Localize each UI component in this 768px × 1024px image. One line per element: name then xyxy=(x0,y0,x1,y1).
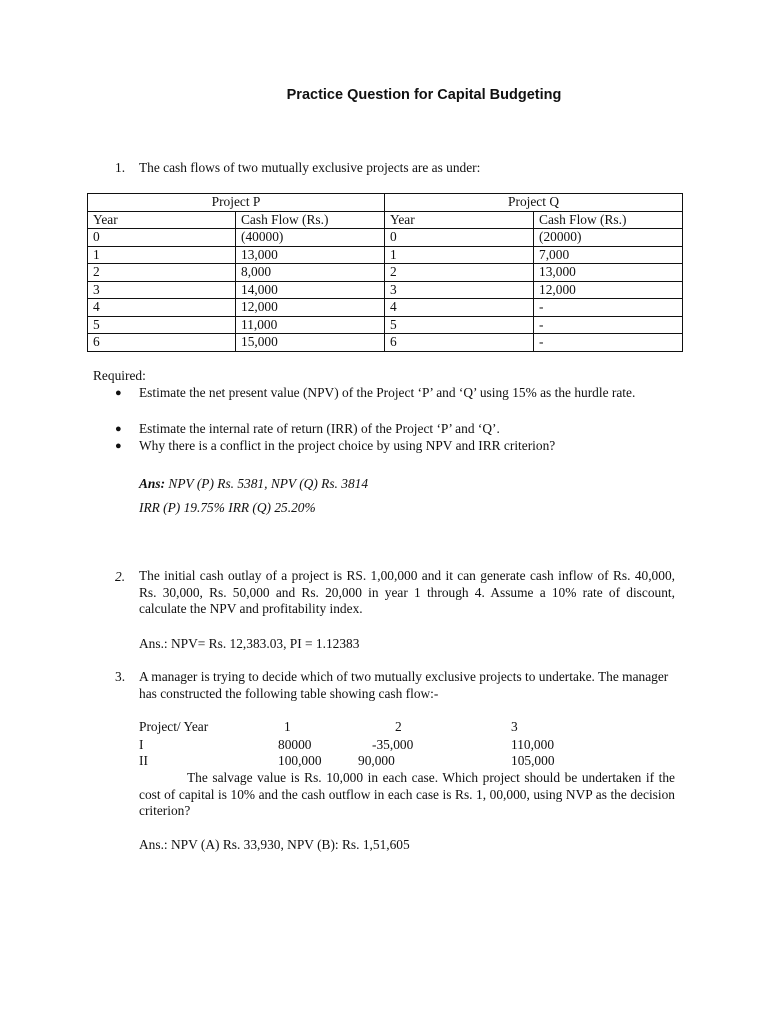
bullet-icon: ● xyxy=(115,440,122,452)
cash-flow-table xyxy=(87,193,683,352)
table-row xyxy=(88,246,683,264)
table-cell: 13,000 xyxy=(236,246,385,264)
question-1-answer-line-1 xyxy=(139,476,368,492)
table-row xyxy=(88,334,683,352)
question-2-number: 2. xyxy=(115,569,126,584)
bullet-item-irr: Estimate the internal rate of return (IRR) of the Project ‘P’ and ‘Q’. xyxy=(139,421,500,436)
question-1-number: 1. xyxy=(115,160,126,175)
bullet-item-npv: Estimate the net present value (NPV) of the Project ‘P’ and ‘Q’ using 15% as the hurdle rate. xyxy=(139,385,636,400)
table-cell: 15,000 xyxy=(236,334,385,352)
table-cell: 105,000 xyxy=(511,753,555,768)
table-cell: 13,000 xyxy=(534,264,683,282)
col-year-p: Year xyxy=(88,211,236,229)
table-cell: I xyxy=(139,737,144,752)
table-row xyxy=(88,229,683,247)
table-cell: 6 xyxy=(385,334,534,352)
table-cell: 110,000 xyxy=(511,737,555,752)
table-cell: - xyxy=(534,299,683,317)
question-3-number: 3. xyxy=(115,669,126,684)
answer-label: Ans: xyxy=(139,476,166,491)
table-cell: 1 xyxy=(385,246,534,264)
question-3-answer: Ans.: NPV (A) Rs. 33,930, NPV (B): Rs. 1,51,605 xyxy=(139,837,410,852)
table-cell: 2 xyxy=(385,264,534,282)
table-cell: 11,000 xyxy=(236,316,385,334)
table-row xyxy=(88,264,683,282)
page-title: Practice Question for Capital Budgeting xyxy=(286,87,562,103)
table-cell: (20000) xyxy=(534,229,683,247)
bullet-item-conflict: Why there is a conflict in the project choice by using NPV and IRR criterion? xyxy=(139,438,556,453)
col-cashflow-p: Cash Flow (Rs.) xyxy=(236,211,385,229)
bullet-icon: ● xyxy=(115,387,122,399)
table-cell: 12,000 xyxy=(236,299,385,317)
bullet-icon: ● xyxy=(115,423,122,435)
table-project-header-row xyxy=(88,194,683,212)
table-cell: 90,000 xyxy=(358,753,395,768)
table-cell: 0 xyxy=(88,229,236,247)
required-label: Required: xyxy=(93,368,146,383)
table-cell: 14,000 xyxy=(236,281,385,299)
table-cell: 4 xyxy=(88,299,236,317)
question-2-answer: Ans.: NPV= Rs. 12,383.03, PI = 1.12383 xyxy=(139,636,360,651)
q3-col-project-year: Project/ Year xyxy=(139,719,209,734)
table-cell: 100,000 xyxy=(278,753,322,768)
table-cell: II xyxy=(139,753,148,768)
col-year-q: Year xyxy=(385,211,534,229)
table-cell: -35,000 xyxy=(372,737,414,752)
table-cell: 5 xyxy=(385,316,534,334)
col-cashflow-q: Cash Flow (Rs.) xyxy=(534,211,683,229)
table-cell: 3 xyxy=(385,281,534,299)
q3-col-year-2: 2 xyxy=(395,719,402,734)
table-cell: 8,000 xyxy=(236,264,385,282)
project-p-header: Project P xyxy=(88,194,385,212)
table-cell: 6 xyxy=(88,334,236,352)
table-cell: - xyxy=(534,334,683,352)
table-cell: 2 xyxy=(88,264,236,282)
table-row xyxy=(88,299,683,317)
table-cell: 3 xyxy=(88,281,236,299)
question-3-text: A manager is trying to decide which of two mutually exclusive projects to undertake. The manager has constructed the following table showing cash flow:- xyxy=(139,669,669,701)
table-cell: 7,000 xyxy=(534,246,683,264)
table-cell: (40000) xyxy=(236,229,385,247)
table-cell: 5 xyxy=(88,316,236,334)
table-cell: 80000 xyxy=(278,737,312,752)
table-cell: - xyxy=(534,316,683,334)
project-q-header: Project Q xyxy=(385,194,683,212)
question-1-text: The cash flows of two mutually exclusive projects are as under: xyxy=(139,160,481,175)
question-1-answer-line-2: IRR (P) 19.75% IRR (Q) 25.20% xyxy=(139,500,316,515)
table-cell: 4 xyxy=(385,299,534,317)
table-cell: 1 xyxy=(88,246,236,264)
answer-npv: NPV (P) Rs. 5381, NPV (Q) Rs. 3814 xyxy=(168,476,369,491)
question-3-text-2: The salvage value is Rs. 10,000 in each case. Which project should be undertaken if the cost of capital is 10% and the cash outflow in each case is Rs. 1, 00,000, using NVP as the decision criterion? xyxy=(139,770,675,818)
q3-col-year-1: 1 xyxy=(284,719,291,734)
table-column-header-row xyxy=(88,211,683,229)
table-cell: 12,000 xyxy=(534,281,683,299)
question-2-text: The initial cash outlay of a project is RS. 1,00,000 and it can generate cash inflow of Rs. 40,000, Rs. 30,000, Rs. 50,000 and Rs. 20,000 in year 1 through 4. Assume a 10% rate of discount, calculate the NPV and profitability index. xyxy=(139,568,675,616)
table-cell: 0 xyxy=(385,229,534,247)
q3-col-year-3: 3 xyxy=(511,719,518,734)
table-row xyxy=(88,281,683,299)
table-row xyxy=(88,316,683,334)
